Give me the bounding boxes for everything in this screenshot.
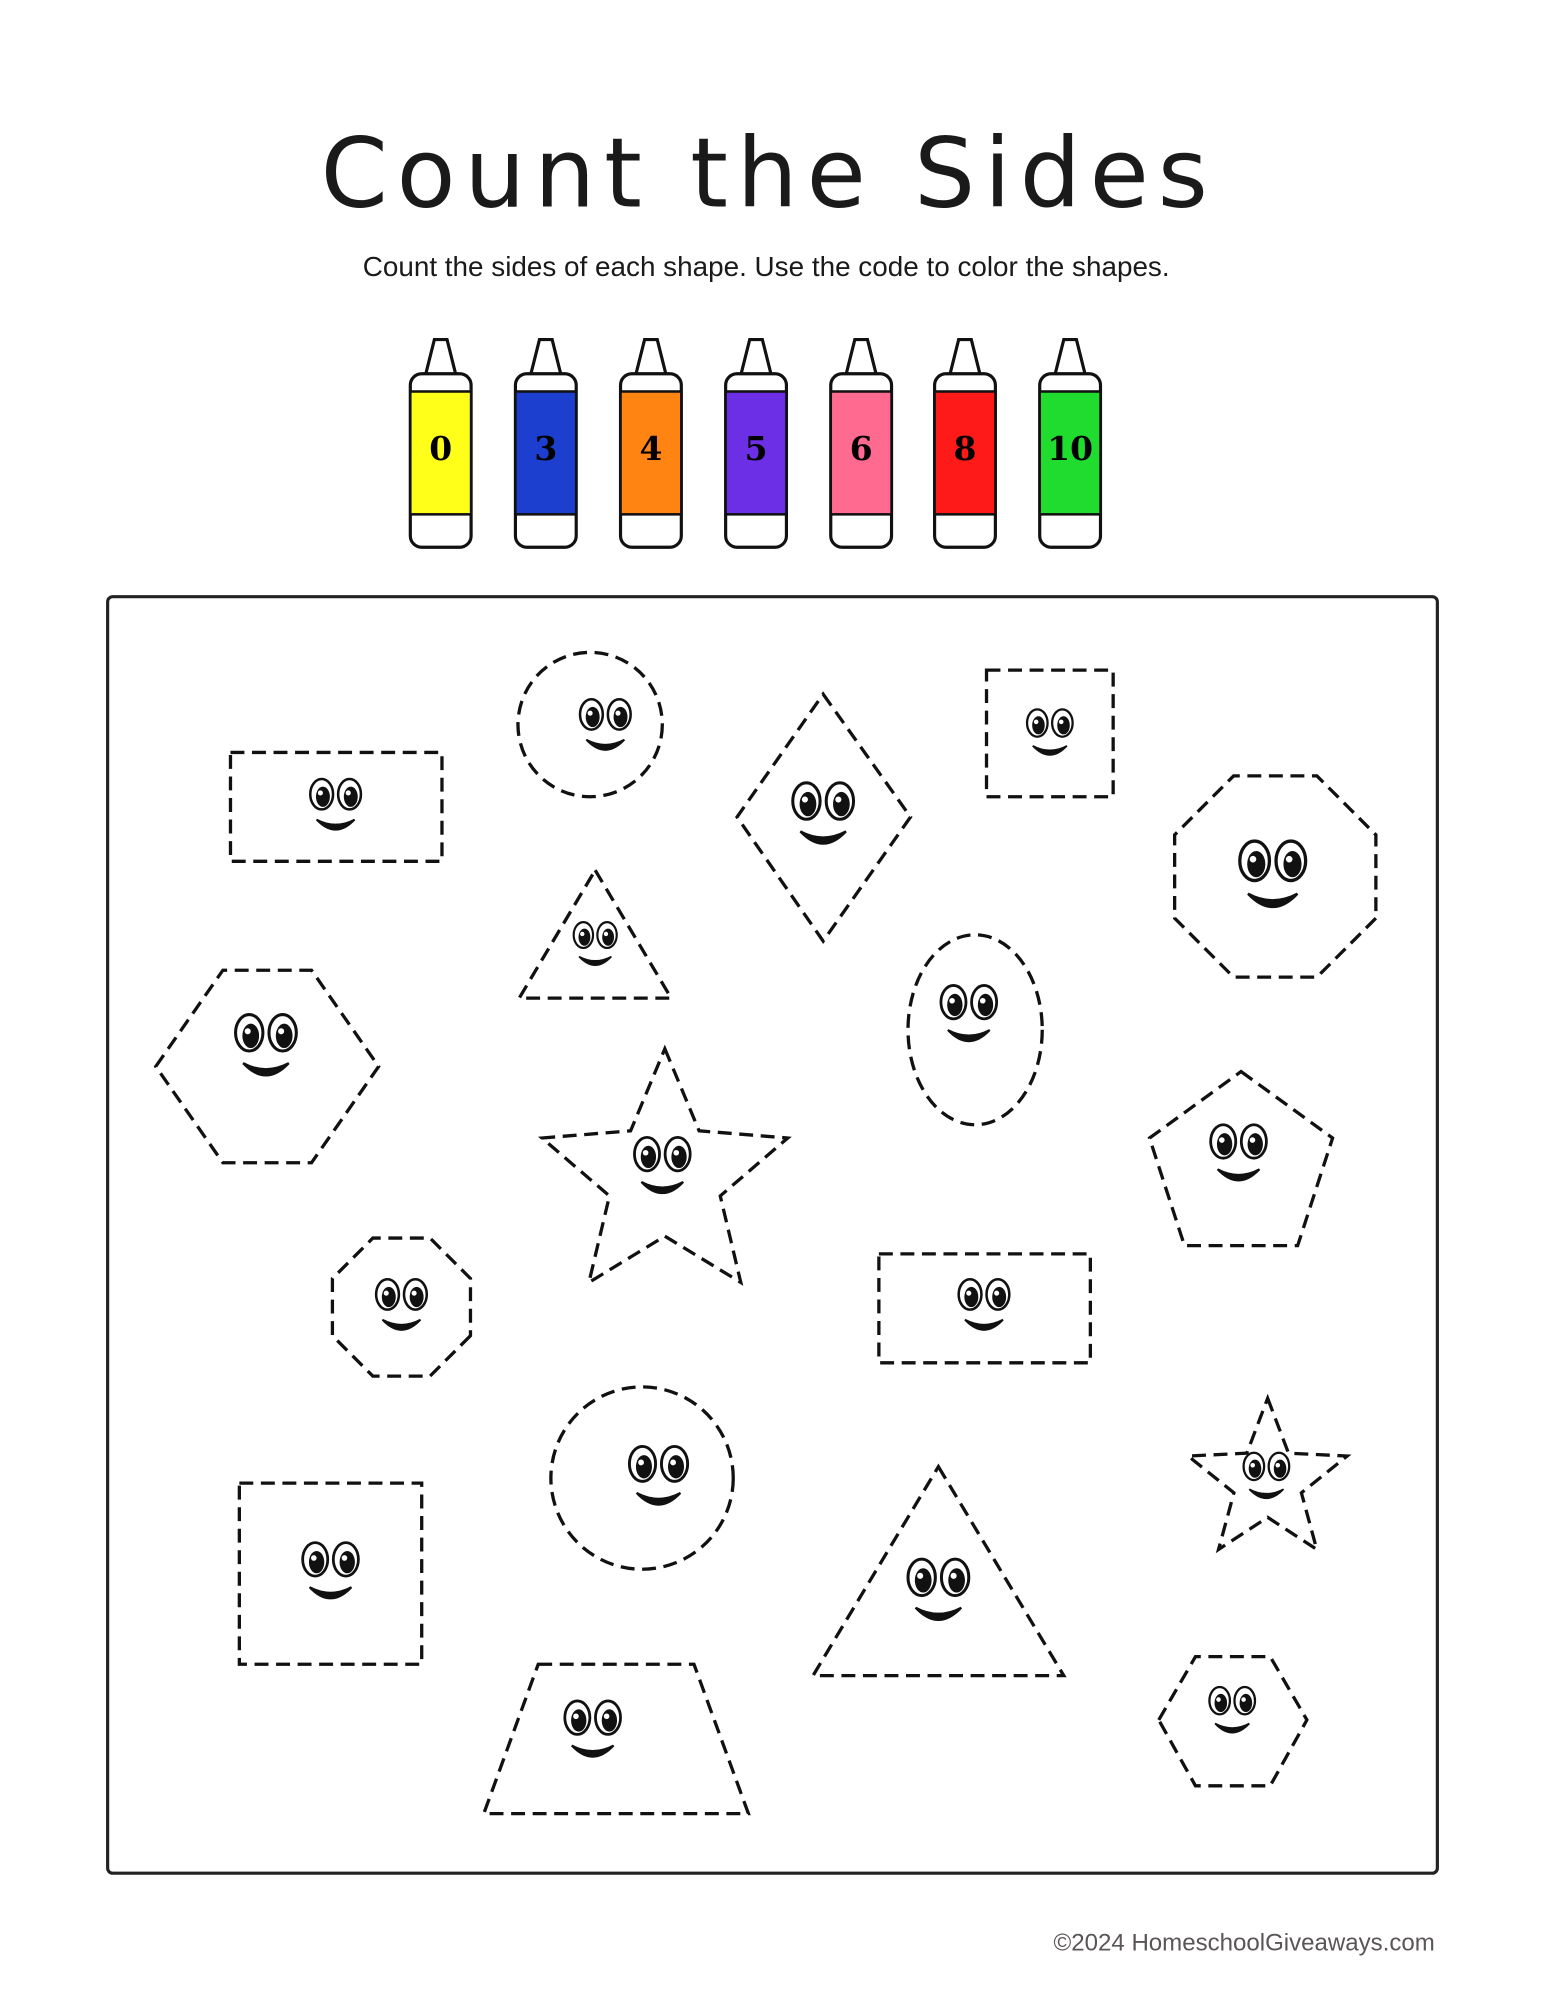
star-shape xyxy=(542,1049,788,1283)
rectangle-shape-outline xyxy=(230,752,441,861)
crayon-number: 3 xyxy=(534,428,558,468)
pupil xyxy=(242,1024,259,1048)
smile-icon xyxy=(1248,894,1297,907)
hexagon-shape-small xyxy=(1159,1657,1307,1786)
copyright-footer: ©2024 HomeschoolGiveaways.com xyxy=(1053,1929,1435,1957)
pupil xyxy=(1274,1460,1287,1478)
eye-glint xyxy=(802,796,808,802)
pupil xyxy=(571,1709,586,1731)
face-icon xyxy=(629,1446,687,1504)
star-shape-small xyxy=(1188,1398,1347,1549)
face-icon xyxy=(1244,1453,1290,1499)
crayon-tip xyxy=(426,340,456,375)
pupil xyxy=(340,1551,355,1573)
trapezoid-shape-outline xyxy=(484,1664,749,1813)
smile-icon xyxy=(1218,1169,1260,1180)
eye-glint xyxy=(580,932,584,936)
pupil xyxy=(964,1287,978,1307)
face-icon xyxy=(376,1279,427,1330)
crayon-tip xyxy=(531,340,561,375)
crayon-number: 6 xyxy=(849,428,873,468)
eye-glint xyxy=(342,1555,348,1561)
square-shape-large-outline xyxy=(239,1483,421,1664)
pupil xyxy=(833,792,850,816)
shapes-frame xyxy=(108,597,1438,1874)
eye-glint xyxy=(917,1573,923,1579)
page-title: Count the Sides xyxy=(320,117,1217,230)
pupil xyxy=(1240,1694,1253,1712)
eye-glint xyxy=(980,998,986,1004)
hexagon-shape-outline xyxy=(156,970,379,1162)
pentagon-shape xyxy=(1150,1072,1333,1246)
eye-glint xyxy=(604,932,608,936)
triangle-shape-outline xyxy=(519,870,671,998)
eye-glint xyxy=(346,790,351,795)
eye-glint xyxy=(384,1291,389,1296)
pupil xyxy=(671,1146,686,1168)
eye-glint xyxy=(949,998,955,1004)
smile-icon xyxy=(965,1320,1003,1330)
crayon-10 xyxy=(1040,340,1101,548)
crayon-number: 5 xyxy=(744,428,768,468)
pupil xyxy=(1283,851,1301,877)
octagon-shape-small xyxy=(332,1238,470,1376)
star-shape-small-outline xyxy=(1188,1398,1347,1549)
eye-glint xyxy=(673,1150,679,1156)
face-icon xyxy=(1211,1125,1267,1181)
pupil xyxy=(586,707,600,727)
face-icon xyxy=(959,1279,1010,1330)
eye-glint xyxy=(573,1713,579,1719)
eye-glint xyxy=(1216,1697,1221,1702)
smile-icon xyxy=(641,1182,683,1193)
eye-glint xyxy=(412,1291,417,1296)
smile-icon xyxy=(800,831,846,843)
eye-glint xyxy=(1059,720,1064,725)
eye-glint xyxy=(318,790,323,795)
crayon-0 xyxy=(410,340,471,548)
pupil xyxy=(602,1709,617,1731)
circle-shape xyxy=(518,652,662,796)
rectangle-shape-2 xyxy=(879,1254,1090,1363)
pupil xyxy=(410,1287,424,1307)
crayon-number: 10 xyxy=(1047,428,1094,468)
pupil xyxy=(316,787,330,807)
rectangle-shape xyxy=(230,752,441,861)
face-icon xyxy=(310,779,361,830)
square-shape xyxy=(987,670,1114,797)
eye-glint xyxy=(638,1460,644,1466)
eye-glint xyxy=(1034,720,1039,725)
octagon-shape-outline xyxy=(1175,776,1376,977)
pupil xyxy=(344,787,358,807)
face-icon xyxy=(908,1559,969,1620)
pupil xyxy=(668,1455,684,1478)
smile-icon xyxy=(572,1746,614,1757)
face-icon xyxy=(565,1701,621,1757)
triangle-shape xyxy=(519,870,671,998)
pupil xyxy=(614,707,628,727)
rhombus-shape xyxy=(737,694,910,941)
crayon-tip xyxy=(741,340,771,375)
eye-glint xyxy=(604,1713,610,1719)
eye-glint xyxy=(1250,1463,1255,1468)
pupil xyxy=(992,1287,1006,1307)
face-icon xyxy=(1240,841,1306,907)
smile-icon xyxy=(243,1063,289,1075)
smile-icon xyxy=(1249,1489,1283,1498)
circle-shape-2 xyxy=(551,1387,733,1569)
face-icon xyxy=(1209,1687,1255,1733)
eye-glint xyxy=(835,796,841,802)
eye-glint xyxy=(1250,1137,1256,1143)
smile-icon xyxy=(948,1030,990,1041)
triangle-shape-large-outline xyxy=(813,1467,1064,1676)
pupil xyxy=(978,994,993,1016)
crayon-number: 8 xyxy=(953,428,977,468)
pupil xyxy=(579,929,591,946)
shapes-area xyxy=(156,652,1376,1813)
eye-glint xyxy=(966,1291,971,1296)
eye-glint xyxy=(951,1573,957,1579)
pupil xyxy=(309,1551,324,1573)
color-key xyxy=(410,340,1100,548)
rhombus-shape-outline xyxy=(737,694,910,941)
eye-glint xyxy=(1219,1137,1225,1143)
smile-icon xyxy=(579,957,611,966)
oval-shape-outline xyxy=(908,935,1042,1125)
pupil xyxy=(276,1024,293,1048)
smile-icon xyxy=(317,820,355,830)
pupil xyxy=(1032,716,1045,734)
crayon-tip xyxy=(846,340,876,375)
pupil xyxy=(382,1287,396,1307)
eye-glint xyxy=(643,1150,649,1156)
hexagon-shape xyxy=(156,970,379,1162)
pupil xyxy=(636,1455,652,1478)
pupil xyxy=(1215,1694,1228,1712)
pentagon-shape-outline xyxy=(1150,1072,1333,1246)
pupil xyxy=(1217,1133,1232,1155)
pupil xyxy=(1247,851,1265,877)
pupil xyxy=(602,929,614,946)
face-icon xyxy=(634,1137,690,1193)
crayon-tip xyxy=(1055,340,1085,375)
hexagon-shape-small-outline xyxy=(1159,1657,1307,1786)
eye-glint xyxy=(670,1460,676,1466)
crayon-3 xyxy=(515,340,576,548)
face-icon xyxy=(580,699,631,750)
face-icon xyxy=(793,783,854,844)
pupil xyxy=(1249,1460,1262,1478)
rectangle-shape-2-outline xyxy=(879,1254,1090,1363)
pupil xyxy=(915,1568,932,1592)
pupil xyxy=(1248,1133,1263,1155)
eye-glint xyxy=(311,1555,317,1561)
instructions: Count the sides of each shape. Use the code to color the shapes. xyxy=(362,251,1170,283)
crayon-tip xyxy=(636,340,666,375)
octagon-shape xyxy=(1175,776,1376,977)
eye-glint xyxy=(994,1291,999,1296)
eye-glint xyxy=(1241,1697,1246,1702)
eye-glint xyxy=(1276,1463,1281,1468)
pupil xyxy=(947,994,962,1016)
octagon-shape-small-outline xyxy=(332,1238,470,1376)
eye-glint xyxy=(245,1028,251,1034)
triangle-shape-large xyxy=(813,1467,1064,1676)
pupil xyxy=(1057,716,1070,734)
smile-icon xyxy=(382,1320,420,1330)
smile-icon xyxy=(310,1587,352,1598)
square-shape-outline xyxy=(987,670,1114,797)
eye-glint xyxy=(278,1028,284,1034)
smile-icon xyxy=(1215,1723,1249,1732)
smile-icon xyxy=(637,1493,681,1505)
trapezoid-shape xyxy=(484,1664,749,1813)
square-shape-large xyxy=(239,1483,421,1664)
pupil xyxy=(641,1146,656,1168)
eye-glint xyxy=(615,711,620,716)
face-icon xyxy=(941,985,997,1041)
crayon-number: 4 xyxy=(639,428,663,468)
pupil xyxy=(948,1568,965,1592)
smile-icon xyxy=(586,740,624,750)
face-icon xyxy=(574,922,617,965)
crayon-5 xyxy=(726,340,787,548)
oval-shape xyxy=(908,935,1042,1125)
smile-icon xyxy=(916,1608,962,1620)
eye-glint xyxy=(588,711,593,716)
crayon-4 xyxy=(621,340,682,548)
crayon-8 xyxy=(935,340,996,548)
face-icon xyxy=(1027,709,1073,755)
crayon-6 xyxy=(831,340,892,548)
face-icon xyxy=(303,1543,359,1599)
smile-icon xyxy=(1033,746,1067,755)
eye-glint xyxy=(1286,856,1293,863)
face-icon xyxy=(236,1015,297,1076)
eye-glint xyxy=(1250,856,1257,863)
star-shape-outline xyxy=(542,1049,788,1283)
crayon-tip xyxy=(950,340,980,375)
pupil xyxy=(800,792,817,816)
crayon-number: 0 xyxy=(429,428,453,468)
